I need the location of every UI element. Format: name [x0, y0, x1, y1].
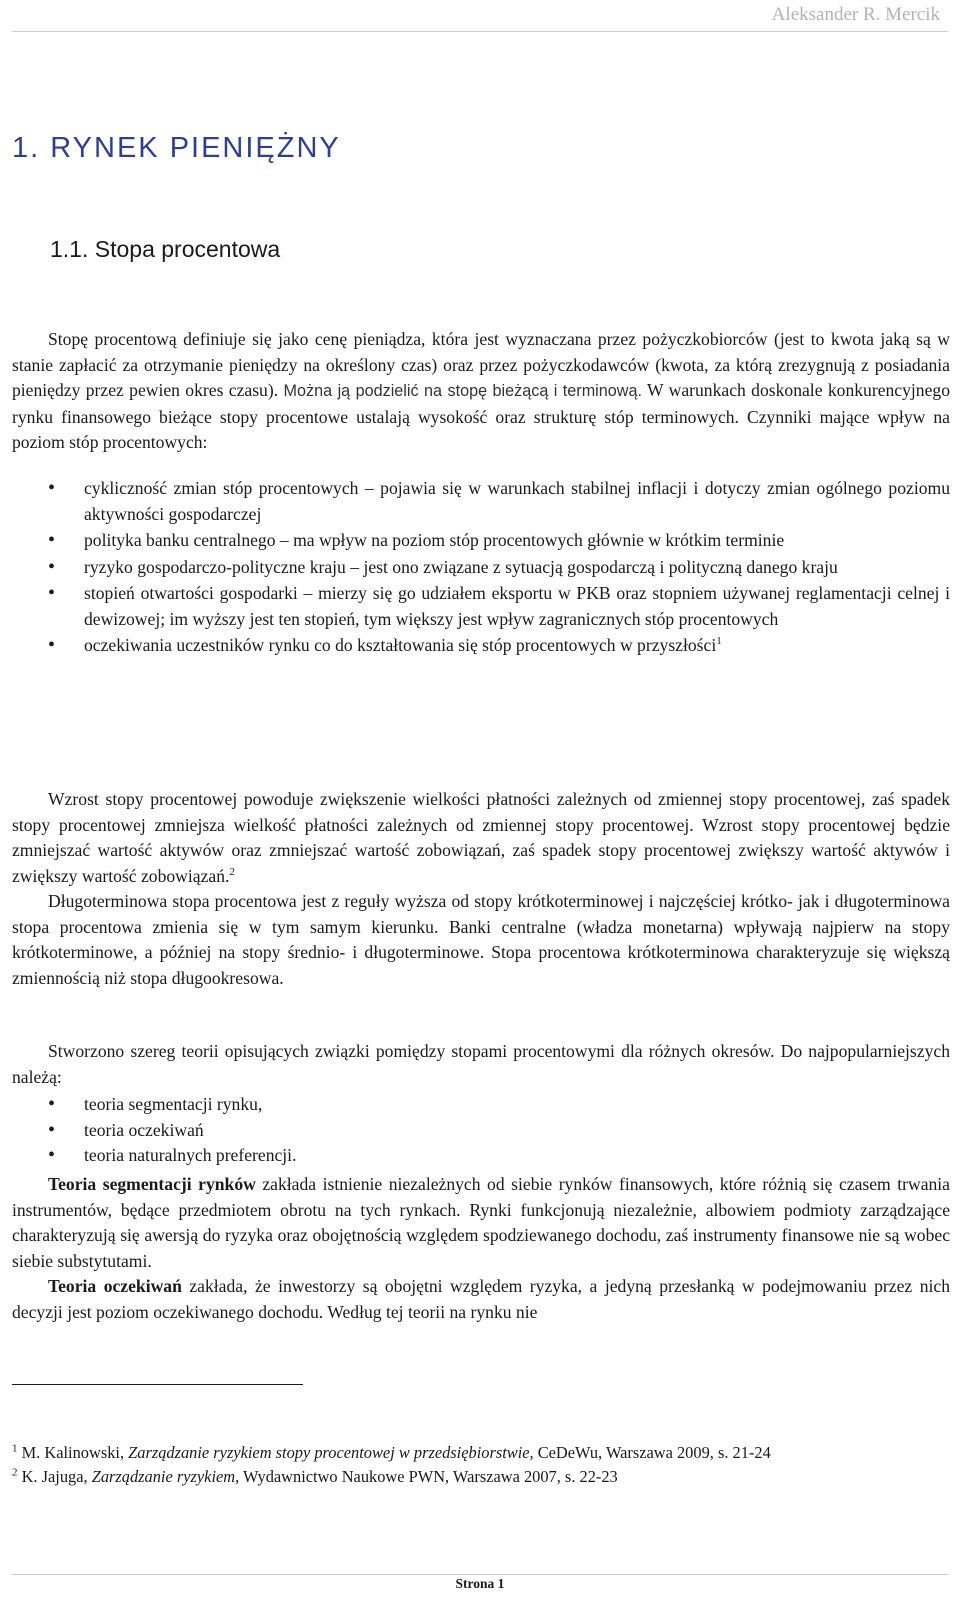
theory-text: teoria oczekiwań [84, 1119, 204, 1140]
footnote-number: 1 [12, 1442, 18, 1455]
intro-paragraph [12, 327, 950, 456]
list-item [12, 476, 950, 527]
footnote-ref[interactable]: 1 [716, 635, 722, 648]
rates-text: Wzrost stopy procentowej powoduje zwiększenie wielkości płatności zależnych od zmiennej stopy procentowej, zaś spadek stopy procentowej zmniejsza wielkość płatności zależnych od zmiennej stopy procentowej. Wzrost stopy procentowej będzie zmniejszać wartość aktywów oraz zmniejszać wartość zobowiązań, zaś spadek stopy procentowej zwiększy wartość aktywów i zwiększy wartość zobowiązań. [12, 789, 950, 886]
theories-intro-text: Stworzono szereg teorii opisujących związki pomiędzy stopami procentowymi dla różnych okresów. Do najpopularniejszych należą: [12, 1041, 950, 1087]
segmentation-paragraph [12, 1172, 950, 1274]
page-number: Strona 1 [455, 1576, 505, 1591]
theories-intro-paragraph [12, 1039, 950, 1090]
header-author: Aleksander R. Mercik [771, 4, 940, 25]
footnote-publisher: CeDeWu, Warszawa 2009, s. 21-24 [533, 1443, 771, 1462]
list-item [12, 1092, 950, 1118]
list-item [12, 1118, 950, 1144]
footnote-title: Zarządzanie ryzykiem [91, 1467, 236, 1486]
theories-list [12, 1092, 950, 1169]
list-item [12, 528, 950, 554]
chapter-heading: 1. RYNEK PIENIĘŻNY [12, 132, 341, 164]
footnotes [12, 1441, 950, 1489]
footnote-author: K. Jajuga, [17, 1467, 92, 1486]
intro-text-a: Stopę procentową definiuje się jako cenę pieniądza, która jest wyznaczana przez pożyczkobiorców (jest to kwota jaką są w stanie zapłacić za otrzymanie pieniędzy na określony czas) oraz przez pożyczkodawców (kwota, za którą zrezygnują z posiadania pieniędzy przez pewien okres czasu). [12, 329, 950, 400]
theory-text: teoria segmentacji rynku, [84, 1094, 263, 1114]
footnote-publisher: , Wydawnictwo Naukowe PWN, Warszawa 2007, s. 22-23 [235, 1467, 618, 1486]
footnote [12, 1465, 950, 1489]
factors-list [12, 476, 950, 660]
theory-details [12, 1172, 950, 1325]
footnote-divider [12, 1384, 303, 1385]
footnote [12, 1441, 950, 1465]
footnote-title: Zarządzanie ryzykiem stopy procentowej w przedsiębiorstwie, [128, 1443, 534, 1462]
list-item [12, 1143, 950, 1169]
header-divider [12, 31, 948, 32]
rates-paragraph [12, 787, 950, 991]
factor-text: stopień otwartości gospodarki – mierzy się go udziałem eksportu w PKB oraz stopniem używanej reglamentacji celnej i dewizowej; im wyższy jest ten stopień, tym większy jest wpływ zagranicznych stóp procentowych [84, 583, 950, 629]
theory-text: teoria naturalnych preferencji. [84, 1145, 297, 1165]
factor-text: oczekiwania uczestników rynku co do kształtowania się stóp procentowych w przyszłości [84, 635, 717, 655]
intro-text-c: W warunkach doskonale konkurencyjnego rynku finansowego bieżące stopy procentowe ustalają wysokość oraz strukturę stóp terminowych. Czynniki mające wpływ na poziom stóp procentowych: [12, 380, 950, 452]
footnote-number: 2 [12, 1466, 18, 1479]
factor-text: polityka banku centralnego – ma wpływ na poziom stóp procentowych głównie w krótkim terminie [84, 530, 785, 550]
factor-text: ryzyko gospodarczo-polityczne kraju – jest ono związane z sytuacją gospodarczą i polityczną danego kraju [84, 556, 838, 577]
factor-text: cykliczność zmian stóp procentowych – pojawia się w warunkach stabilnej inflacji i dotyczy zmian ogólnego poziomu aktywności gospodarczej [84, 478, 950, 524]
section-heading: 1.1. Stopa procentowa [50, 236, 281, 262]
expectations-paragraph [12, 1274, 950, 1325]
expectations-term: Teoria oczekiwań [48, 1276, 182, 1296]
expectations-text: zakłada, że inwestorzy są obojętni względem ryzyka, a jedyną przesłanką w podejmowaniu przez nich decyzji jest poziom oczekiwanego dochodu. Według tej teorii na rynku nie [12, 1276, 950, 1322]
footer-divider [12, 1574, 948, 1575]
intro-text-b: Można ją podzielić na stopę bieżącą i terminową. [278, 382, 642, 400]
segmentation-term: Teoria segmentacji rynków [48, 1174, 256, 1194]
list-item [12, 555, 950, 581]
list-item [12, 581, 950, 632]
segmentation-text: zakłada istnienie niezależnych od siebie rynków finansowych, które różnią się czasem trwania instrumentów, będące przedmiotem obrotu na tych rynkach. Rynki funkcjonują niezależnie, albowiem podmioty zarządzające charakteryzują się awersją do ryzyka oraz obojętnością względem spodziewanego dochodu, zaś instrumenty finansowe nie są wobec siebie substytutami. [12, 1174, 950, 1271]
list-item [12, 633, 950, 659]
longterm-paragraph: Długoterminowa stopa procentowa jest z reguły wyższa od stopy krótkoterminowej i najczęściej krótko- jak i długoterminowa stopa procentowa zmienia się w tym samym kierunku. Banki centralne (władza monetarna) wpływają najpierw na stopy krótkoterminowe, a później na stopy średnio- i długoterminowe. Stopa procentowa krótkoterminowa charakteryzuje się większą zmiennością niż stopa długookresowa. [12, 891, 950, 988]
footnote-ref[interactable]: 2 [229, 865, 235, 878]
footnote-author: M. Kalinowski, [17, 1443, 129, 1462]
